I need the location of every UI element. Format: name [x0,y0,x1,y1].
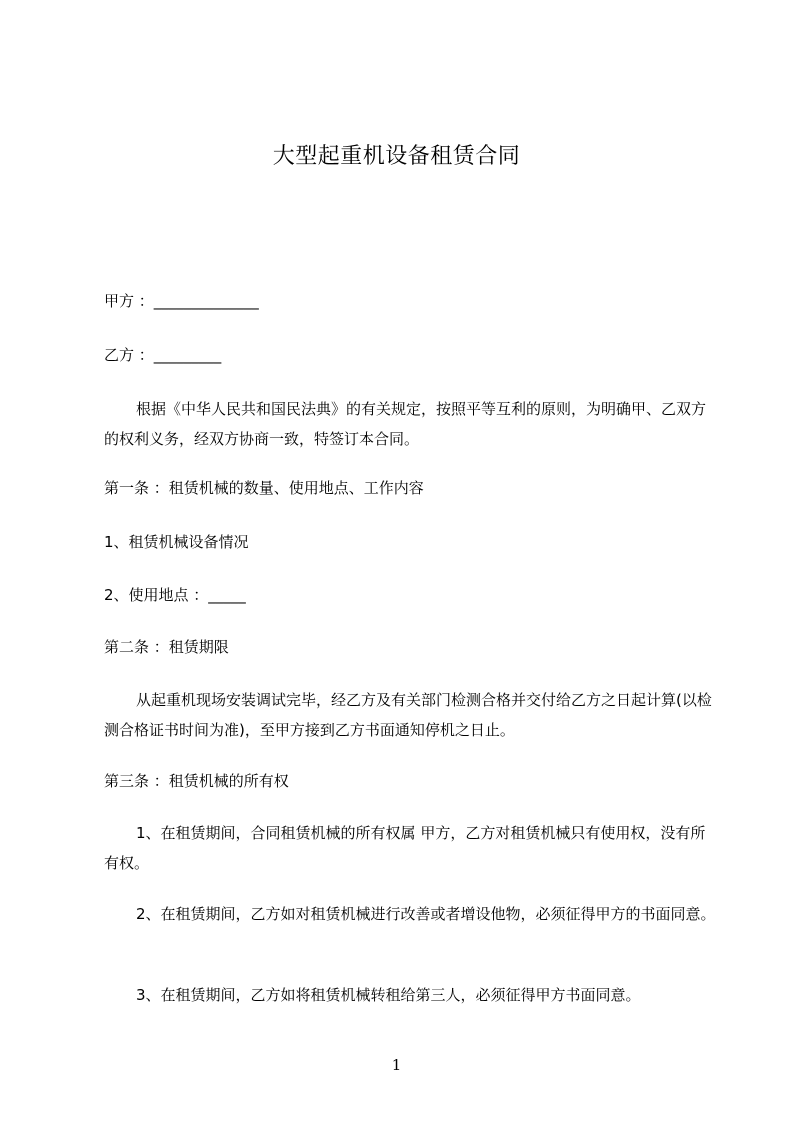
article-1-heading: 第一条 ：租赁机械的数量、使用地点、工作内容 [104,479,424,497]
article-1-item-2: 2、使用地点 ：_____ [104,586,246,604]
preamble-paragraph: 根据《中华人民共和国民法典》的有关规定，按照平等互利的原则，为明确甲、乙双方的权利义务，经双方协商一致，特签订本合同。 [104,400,707,448]
page-number: 1 [391,1056,402,1074]
article-3-heading: 第三条 ：租赁机械的所有权 [104,772,289,790]
article-2-heading: 第二条 ：租赁期限 [104,638,229,656]
article-3-item-1: 1、在租赁期间，合同租赁机械的所有权属 甲方，乙方对租赁机械只有使用权，没有所有权。 [104,824,706,872]
article-2-body: 从起重机现场安装调试完毕，经乙方及有关部门检测合格并交付给乙方之日起计算(以检测合格证书时间为准)，至甲方接到乙方书面通知停机之日止。 [104,691,712,739]
party-b-line: 乙方 ：_________ [104,346,222,364]
article-1-item-1: 1、租赁机械设备情况 [104,533,249,551]
article-3-item-2: 2、在租赁期间，乙方如对租赁机械进行改善或者增设他物，必须征得甲方的书面同意。 [136,905,716,923]
document-title: 大型起重机设备租赁合同 [272,144,521,169]
party-a-line: 甲方 ：______________ [104,292,259,310]
article-3-item-3: 3、在租赁期间，乙方如将租赁机械转租给第三人，必须征得甲方书面同意。 [136,986,641,1004]
